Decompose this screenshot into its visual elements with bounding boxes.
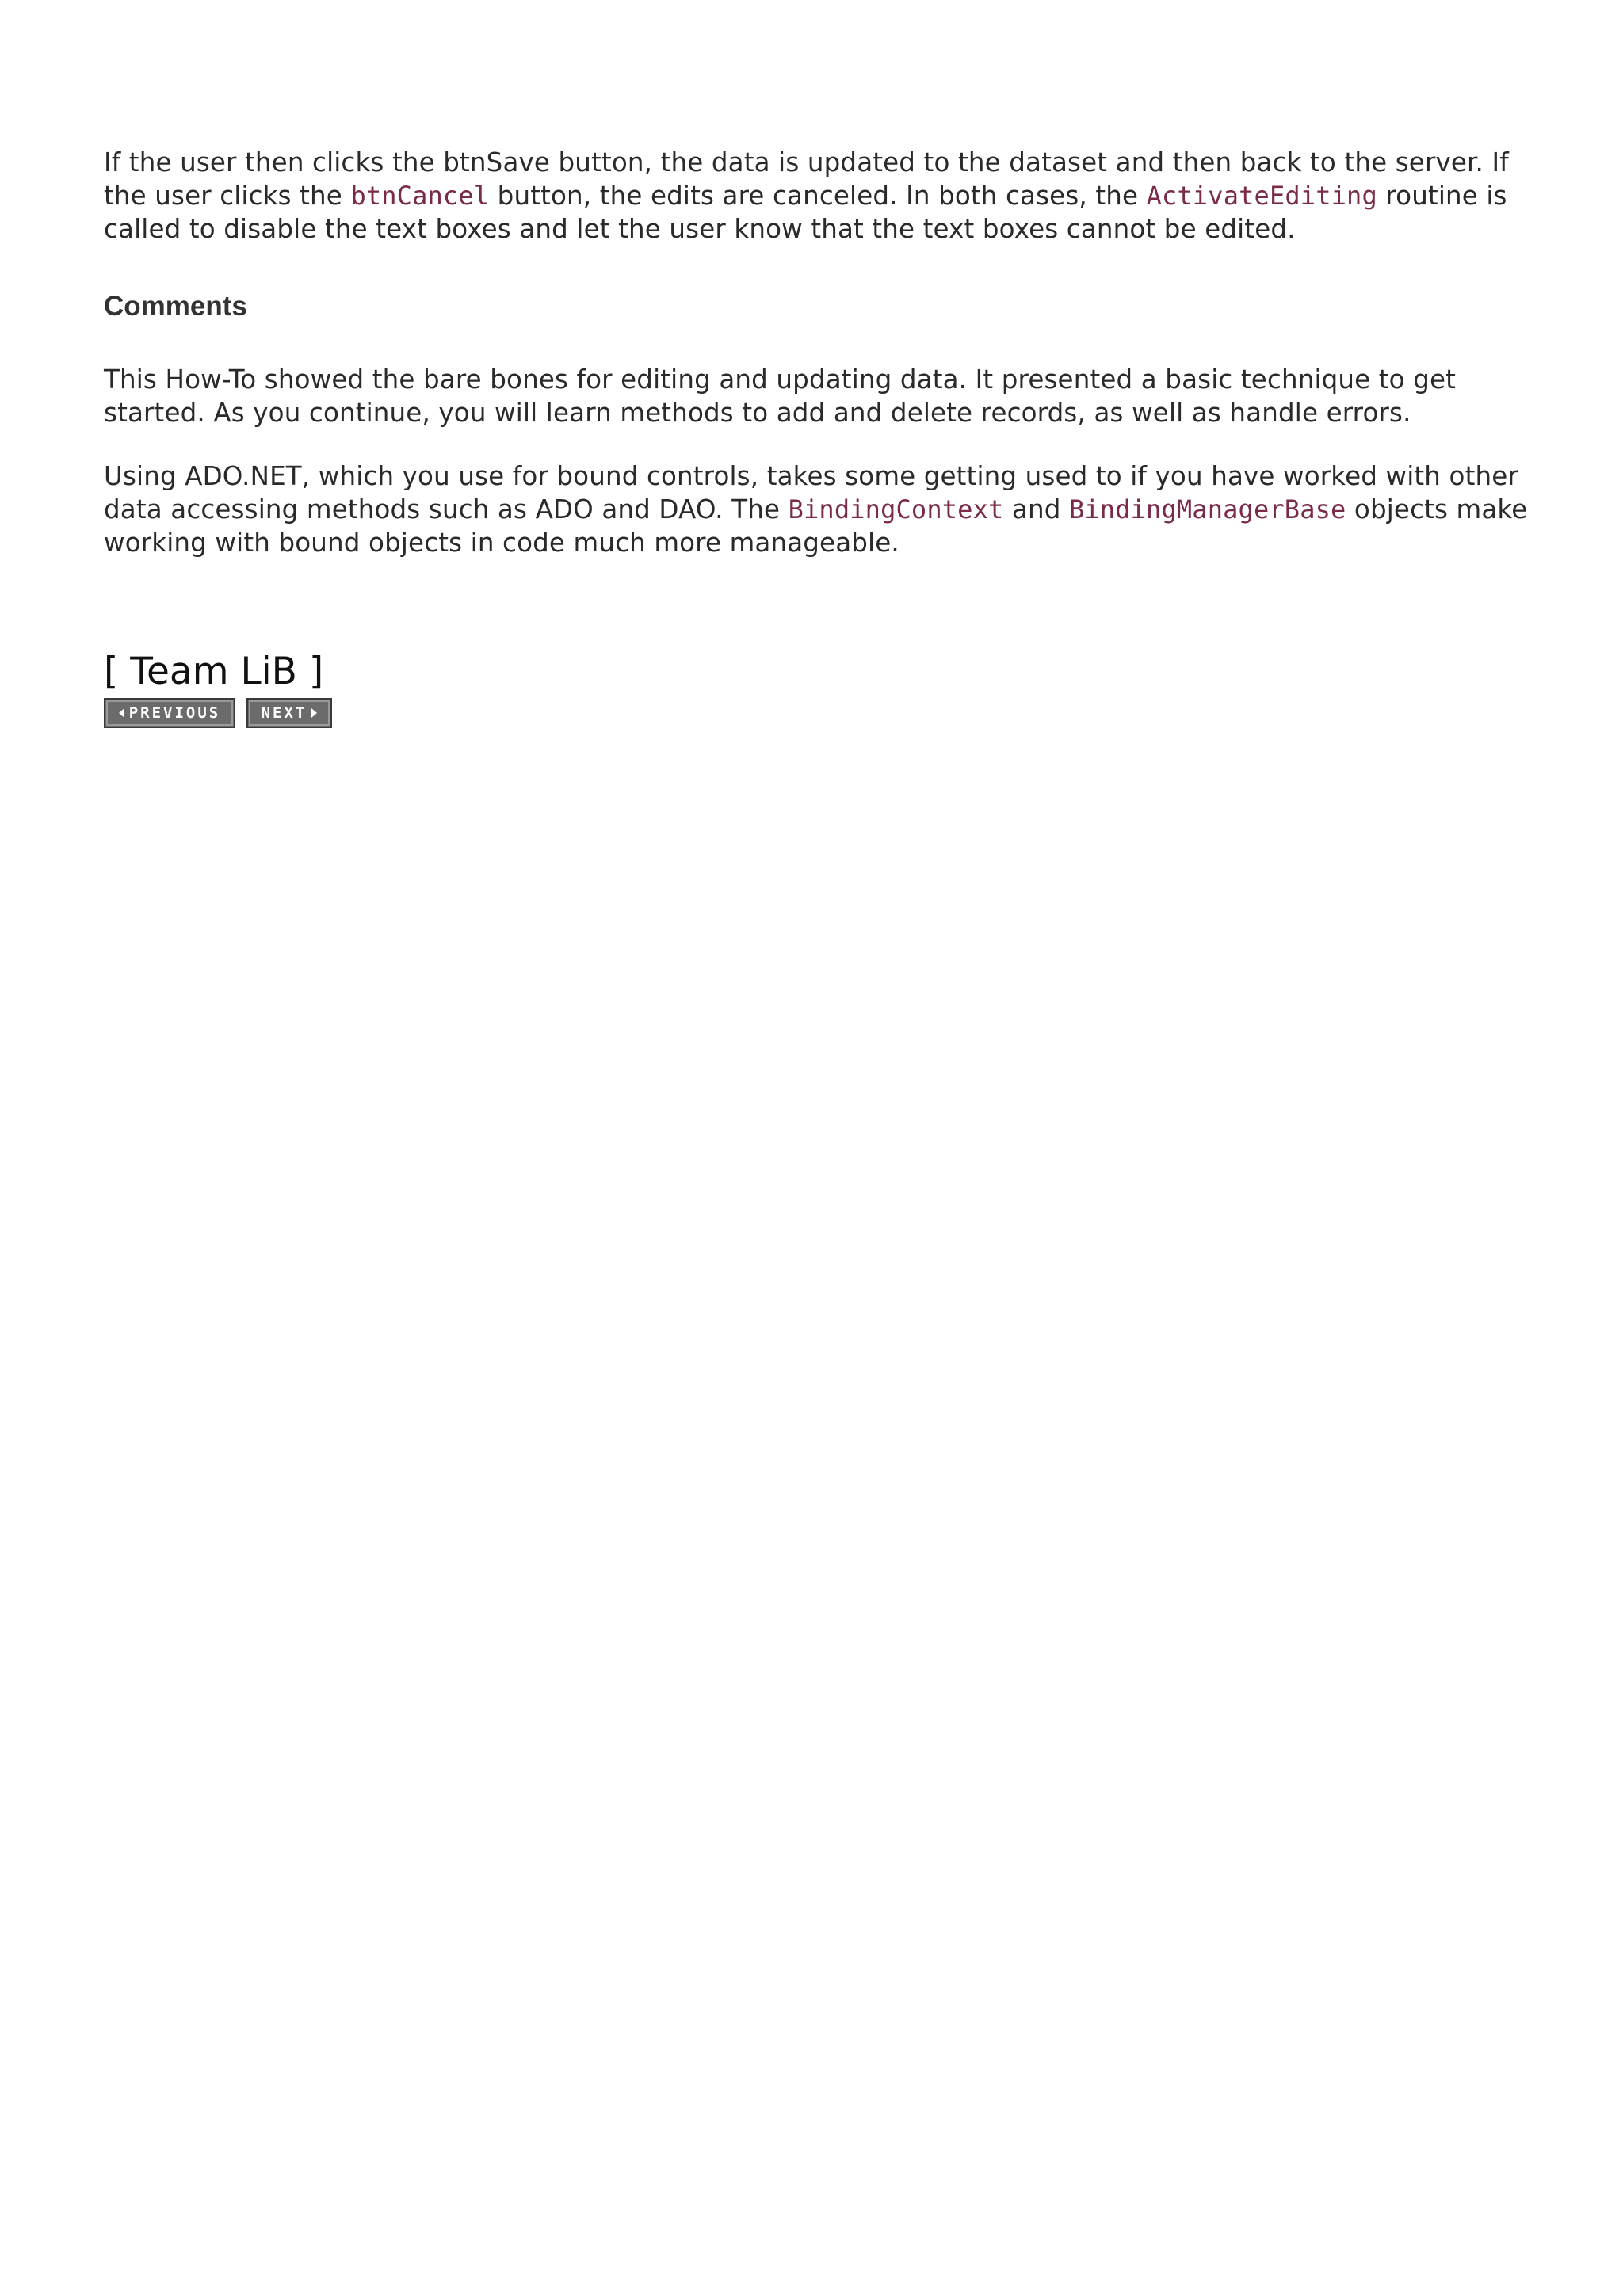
p3-text-3: objects make working with bound objects in code much more manageable. <box>104 494 1528 558</box>
code-btnCancel: btnCancel <box>350 181 490 211</box>
next-label: NEXT <box>261 704 307 722</box>
p3-text-1: Using ADO.NET, which you use for bound controls, takes some getting used to if you have worked with other data accessing methods such as ADO and DAO. The <box>104 461 1518 524</box>
previous-label: PREVIOUS <box>128 704 221 722</box>
next-button[interactable] <box>246 698 332 728</box>
paragraph-save-cancel <box>104 146 1530 246</box>
p1-text-3: routine is called to disable the text boxes and let the user know that the text boxes cannot be edited. <box>104 181 1507 244</box>
triangle-left-icon <box>119 708 124 718</box>
code-BindingContext: BindingContext <box>788 494 1004 524</box>
code-BindingManagerBase: BindingManagerBase <box>1068 494 1346 524</box>
previous-button[interactable] <box>104 698 235 728</box>
p1-text-1: If the user then clicks the btnSave button, the data is updated to the dataset and then back to the server. If the user clicks the <box>104 147 1509 211</box>
paragraph-ado-net <box>104 460 1530 559</box>
triangle-right-icon <box>311 708 317 718</box>
comments-heading: Comments <box>104 291 247 322</box>
p3-text-2: and <box>1003 494 1069 524</box>
code-ActivateEditing: ActivateEditing <box>1146 181 1377 211</box>
team-lib-label: [ Team LiB ] <box>104 650 324 693</box>
page-navigation <box>104 698 332 728</box>
paragraph-bare-bones: This How-To showed the bare bones for editing and updating data. It presented a basic technique to get started. As you continue, you will learn methods to add and delete records, as well as handle errors. <box>104 364 1457 428</box>
p1-text-2: button, the edits are canceled. In both cases, the <box>489 181 1147 211</box>
